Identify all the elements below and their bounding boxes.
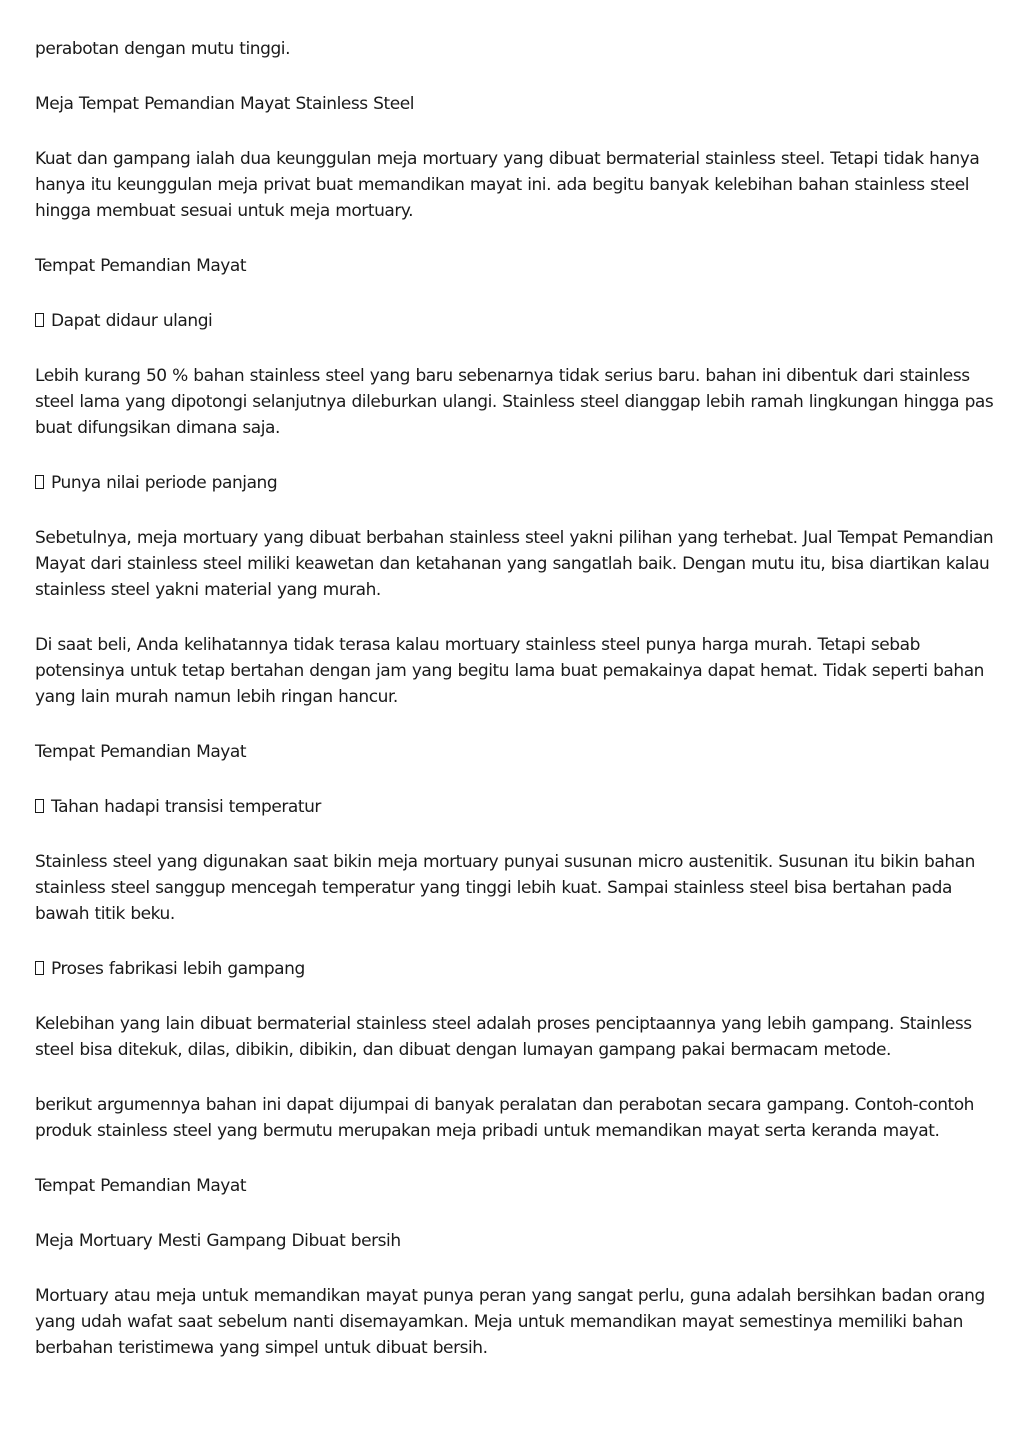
bullet-item: Tahan hadapi transisi temperatur (35, 794, 995, 820)
paragraph: Sebetulnya, meja mortuary yang dibuat berbahan stainless steel yakni pilihan yang terhebat. Jual Tempat Pemandian Mayat dari stainless steel miliki keawetan dan ketahanan yang sangatlah baik. Dengan mutu itu, bisa diartikan kalau stainless steel yakni material yang murah. (35, 528, 994, 600)
bullet-item: Proses fabrikasi lebih gampang (35, 956, 995, 982)
paragraph: perabotan dengan mutu tinggi. (35, 39, 291, 59)
section-heading: Meja Mortuary Mesti Gampang Dibuat bersih (35, 1231, 401, 1251)
bullet-item: Dapat didaur ulangi (35, 308, 995, 334)
missing-glyph-icon (35, 475, 44, 489)
section-heading: Meja Tempat Pemandian Mayat Stainless Steel (35, 94, 414, 114)
paragraph: Di saat beli, Anda kelihatannya tidak terasa kalau mortuary stainless steel punya harga murah. Tetapi sebab potensinya untuk tetap bertahan dengan jam yang begitu lama buat pemakainya dapat hemat. Tidak seperti bahan yang lain murah namun lebih ringan hancur. (35, 635, 985, 707)
missing-glyph-icon (35, 961, 44, 975)
paragraph: Kuat dan gampang ialah dua keunggulan meja mortuary yang dibuat bermaterial stainless steel. Tetapi tidak hanya hanya itu keunggulan meja privat buat memandikan mayat ini. ada begitu banyak kelebihan bahan stainless steel hingga membuat sesuai untuk meja mortuary. (35, 149, 980, 221)
paragraph: Mortuary atau meja untuk memandikan mayat punya peran yang sangat perlu, guna adalah bersihkan badan orang yang udah wafat saat sebelum nanti disemayamkan. Meja untuk memandikan mayat semestinya memiliki bahan berbahan teristimewa yang simpel untuk dibuat bersih. (35, 1286, 985, 1358)
paragraph: berikut argumennya bahan ini dapat dijumpai di banyak peralatan dan perabotan secara gampang. Contoh-contoh produk stainless steel yang bermutu merupakan meja pribadi untuk memandikan mayat serta keranda mayat. (35, 1095, 975, 1141)
paragraph: Kelebihan yang lain dibuat bermaterial stainless steel adalah proses penciptaannya yang lebih gampang. Stainless steel bisa ditekuk, dilas, dibikin, dibikin, dan dibuat dengan lumayan gampang pakai bermacam metode. (35, 1014, 972, 1060)
paragraph: Stainless steel yang digunakan saat bikin meja mortuary punyai susunan micro austenitik. Susunan itu bikin bahan stainless steel sanggup mencegah temperatur yang tinggi lebih kuat. Sampai stainless steel bisa bertahan pada bawah titik beku. (35, 852, 975, 924)
paragraph: Lebih kurang 50 % bahan stainless steel yang baru sebenarnya tidak serius baru. bahan ini dibentuk dari stainless steel lama yang dipotongi selanjutnya dileburkan ulangi. Stainless steel dianggap lebih ramah lingkungan hingga pas buat difungsikan dimana saja. (35, 366, 994, 438)
section-heading: Tempat Pemandian Mayat (35, 1176, 247, 1196)
section-heading: Tempat Pemandian Mayat (35, 256, 247, 276)
section-heading: Tempat Pemandian Mayat (35, 742, 247, 762)
bullet-item: Punya nilai periode panjang (35, 470, 995, 496)
missing-glyph-icon (35, 313, 44, 327)
document-body (35, 36, 995, 1390)
missing-glyph-icon (35, 799, 44, 813)
